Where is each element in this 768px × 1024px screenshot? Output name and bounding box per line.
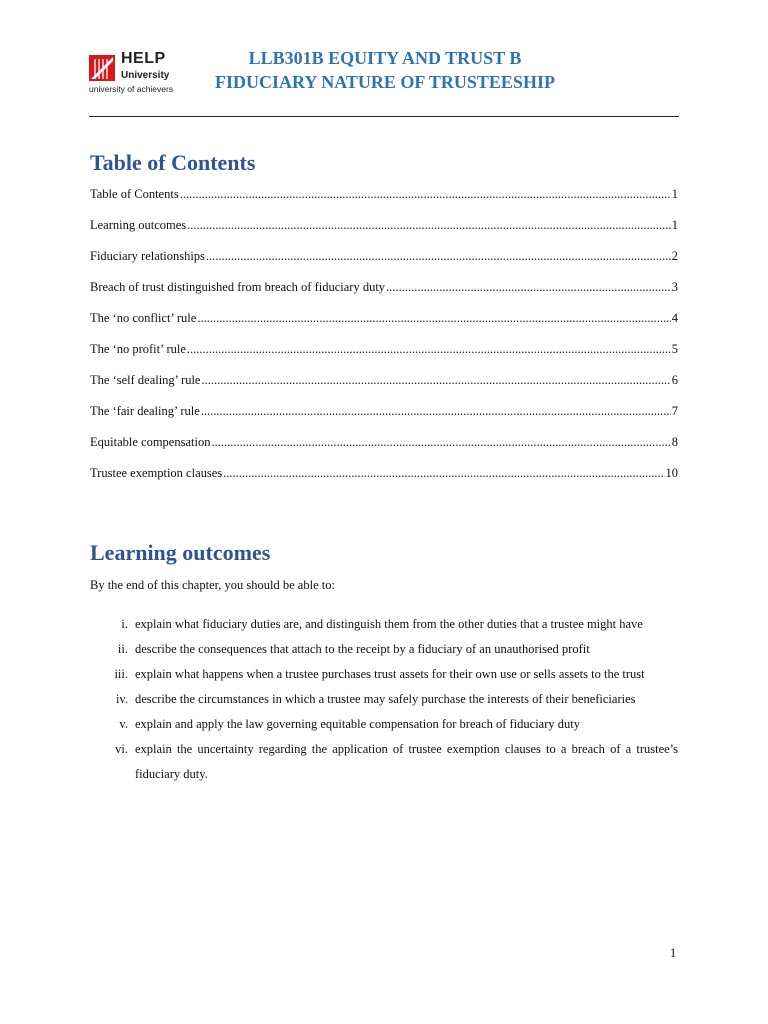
toc-leader <box>206 249 671 264</box>
toc-entry[interactable] <box>90 373 678 404</box>
toc-entry[interactable] <box>90 218 678 249</box>
list-item <box>90 637 678 662</box>
header-divider <box>89 116 679 117</box>
toc-leader <box>187 218 671 233</box>
learning-intro: By the end of this chapter, you should be able to: <box>90 578 335 592</box>
item-text: describe the circumstances in which a trustee may safely purchase the interests of their beneficiaries <box>135 692 636 706</box>
list-item <box>90 737 678 787</box>
toc-entry-page: 7 <box>671 404 678 418</box>
toc-entry-page: 6 <box>671 373 678 387</box>
toc-entry-page: 5 <box>671 342 678 356</box>
chapter-title: FIDUCIARY NATURE OF TRUSTEESHIP <box>215 72 555 92</box>
toc-entry-title: Table of Contents <box>90 187 179 201</box>
list-item <box>90 612 678 637</box>
list-item <box>90 662 678 687</box>
toc-heading: Table of Contents <box>90 150 256 175</box>
list-item <box>90 712 678 737</box>
help-university-logo <box>89 48 181 96</box>
toc-leader <box>386 280 671 295</box>
learning-outcomes-heading: Learning outcomes <box>90 540 271 565</box>
page-number: 1 <box>670 946 677 960</box>
item-text: explain what happens when a trustee purchases trust assets for their own use or sells assets to the trust <box>135 667 645 681</box>
item-number: ii. <box>117 642 128 656</box>
item-number: v. <box>119 717 128 731</box>
logo-name: HELP <box>121 50 166 67</box>
item-text: explain the uncertainty regarding the application of trustee exemption clauses to a breach of a trustee’s fiduciary duty. <box>135 742 678 781</box>
toc-entry[interactable] <box>90 187 678 218</box>
toc-entry-page: 1 <box>671 218 678 232</box>
toc-entry[interactable] <box>90 311 678 342</box>
toc-entry-page: 4 <box>671 311 678 325</box>
toc-leader <box>223 466 664 481</box>
toc-leader <box>201 373 670 388</box>
toc-entry-title: The ‘no conflict’ rule <box>90 311 197 325</box>
toc-entry-title: Learning outcomes <box>90 218 187 232</box>
toc-entry[interactable] <box>90 435 678 466</box>
toc-leader <box>180 187 671 202</box>
toc-leader <box>211 435 670 450</box>
course-title: LLB301B EQUITY AND TRUST B <box>248 48 522 68</box>
toc-entry-title: Breach of trust distinguished from breach of fiduciary duty <box>90 280 386 294</box>
item-number: iv. <box>115 692 128 706</box>
list-item <box>90 687 678 712</box>
help-logo-icon <box>89 53 119 83</box>
toc-entry-page: 10 <box>665 466 678 480</box>
toc-entry-title: The ‘no profit’ rule <box>90 342 186 356</box>
toc-entry-title: The ‘fair dealing’ rule <box>90 404 200 418</box>
toc-entry-page: 2 <box>671 249 678 263</box>
item-text: describe the consequences that attach to the receipt by a fiduciary of an unauthorised profit <box>135 642 590 656</box>
toc-leader <box>197 311 670 326</box>
toc-entry-title: Equitable compensation <box>90 435 211 449</box>
logo-sub: University <box>121 70 170 81</box>
toc-entry[interactable] <box>90 466 678 497</box>
toc-leader <box>201 404 671 419</box>
learning-outcomes-list <box>90 612 678 787</box>
toc-entry[interactable] <box>90 249 678 280</box>
item-number: i. <box>121 617 128 631</box>
logo-tagline: university of achievers <box>89 84 174 94</box>
toc-entry[interactable] <box>90 342 678 373</box>
toc-entry[interactable] <box>90 280 678 311</box>
item-text: explain what fiduciary duties are, and distinguish them from the other duties that a trustee might have <box>135 617 643 631</box>
toc-entry-page: 1 <box>671 187 678 201</box>
toc-entry-title: Fiduciary relationships <box>90 249 205 263</box>
item-text: explain and apply the law governing equitable compensation for breach of fiduciary duty <box>135 717 580 731</box>
item-number: iii. <box>114 667 128 681</box>
item-number: vi. <box>115 742 128 756</box>
toc-entry-title: Trustee exemption clauses <box>90 466 223 480</box>
toc-leader <box>187 342 671 357</box>
toc-entry[interactable] <box>90 404 678 435</box>
toc-entry-page: 8 <box>671 435 678 449</box>
toc-entry-title: The ‘self dealing’ rule <box>90 373 201 387</box>
toc-entry-page: 3 <box>671 280 678 294</box>
table-of-contents <box>90 187 678 497</box>
